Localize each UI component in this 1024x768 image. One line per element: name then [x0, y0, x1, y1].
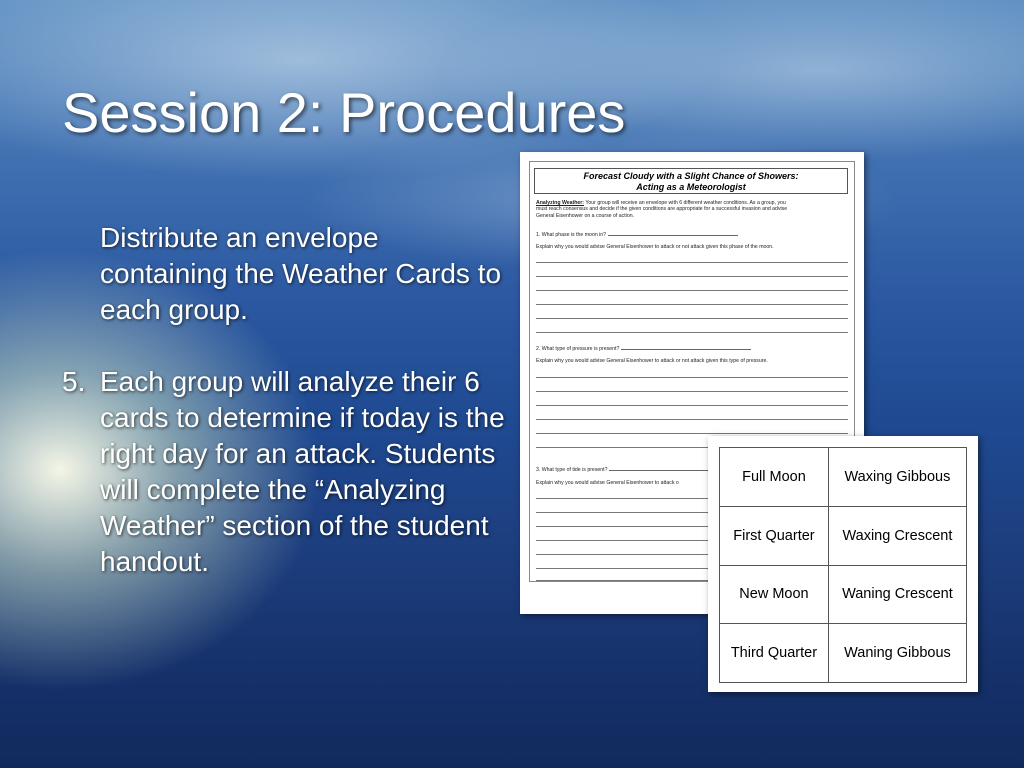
table-row	[720, 565, 967, 624]
intro-text: Your group will receive an envelope with 6 different weather conditions. As a group, you	[584, 200, 786, 206]
answer-line	[536, 290, 848, 291]
table-cell: First Quarter	[720, 506, 829, 565]
answer-line	[536, 405, 848, 406]
table-cell: Third Quarter	[720, 624, 829, 683]
question-text: 2. What type of pressure is present?	[536, 346, 620, 352]
question-1	[536, 230, 738, 238]
handout-intro	[536, 200, 787, 219]
answer-line	[536, 276, 848, 277]
answer-line	[536, 262, 848, 263]
question-2-explain: Explain why you would advise General Eisenhower to attack or not attack given this type of pressure.	[536, 358, 768, 364]
question-2	[536, 344, 751, 352]
intro-label: Analyzing Weather:	[536, 200, 585, 206]
answer-line	[536, 419, 848, 420]
table-cell: Waxing Gibbous	[828, 448, 966, 507]
answer-line	[536, 304, 848, 305]
slide-body	[62, 220, 512, 580]
body-paragraph-analyze	[62, 364, 512, 580]
answer-line	[536, 318, 848, 319]
handout-title: Forecast Cloudy with a Slight Chance of Showers:	[583, 171, 799, 181]
answer-line	[536, 391, 848, 392]
body-paragraph-distribute	[62, 220, 512, 328]
table-cell: Waxing Crescent	[828, 506, 966, 565]
handout-title-box	[534, 168, 848, 194]
moon-phase-table	[719, 447, 967, 683]
answer-line	[536, 433, 848, 434]
table-cell: New Moon	[720, 565, 829, 624]
slide-title: Session 2: Procedures	[62, 81, 626, 144]
answer-line	[536, 332, 848, 333]
intro-text: must reach consensus and decide if the given conditions are appropriate for a successful invasion and advise	[536, 206, 788, 213]
question-text: 1. What phase is the moon in?	[536, 232, 607, 238]
table-cell: Full Moon	[720, 448, 829, 507]
question-3-explain: Explain why you would advise General Eisenhower to attack o	[536, 480, 679, 486]
handout-subtitle: Acting as a Meteorologist	[636, 182, 746, 192]
table-row	[720, 448, 967, 507]
weather-cards-image	[708, 436, 978, 692]
paragraph-text: Each group will analyze their 6 cards to determine if today is the right day for an attack. Students will complete the “Analyzing Weather” section of the student handout.	[100, 366, 505, 577]
question-text: 3. What type of tide is present?	[536, 467, 608, 473]
paragraph-text: Distribute an envelope containing the Weather Cards to each group.	[100, 222, 502, 325]
answer-blank	[608, 230, 738, 236]
table-cell: Waning Gibbous	[828, 624, 966, 683]
intro-text: General Eisenhower on a course of action.	[536, 212, 635, 219]
table-row	[720, 624, 967, 683]
answer-blank	[621, 344, 751, 350]
paragraph-number: 5.	[62, 366, 86, 397]
question-1-explain: Explain why you would advise General Eisenhower to attack or not attack given this phase of the moon.	[536, 244, 774, 250]
table-cell: Waning Crescent	[828, 565, 966, 624]
answer-line	[536, 377, 848, 378]
table-row	[720, 506, 967, 565]
